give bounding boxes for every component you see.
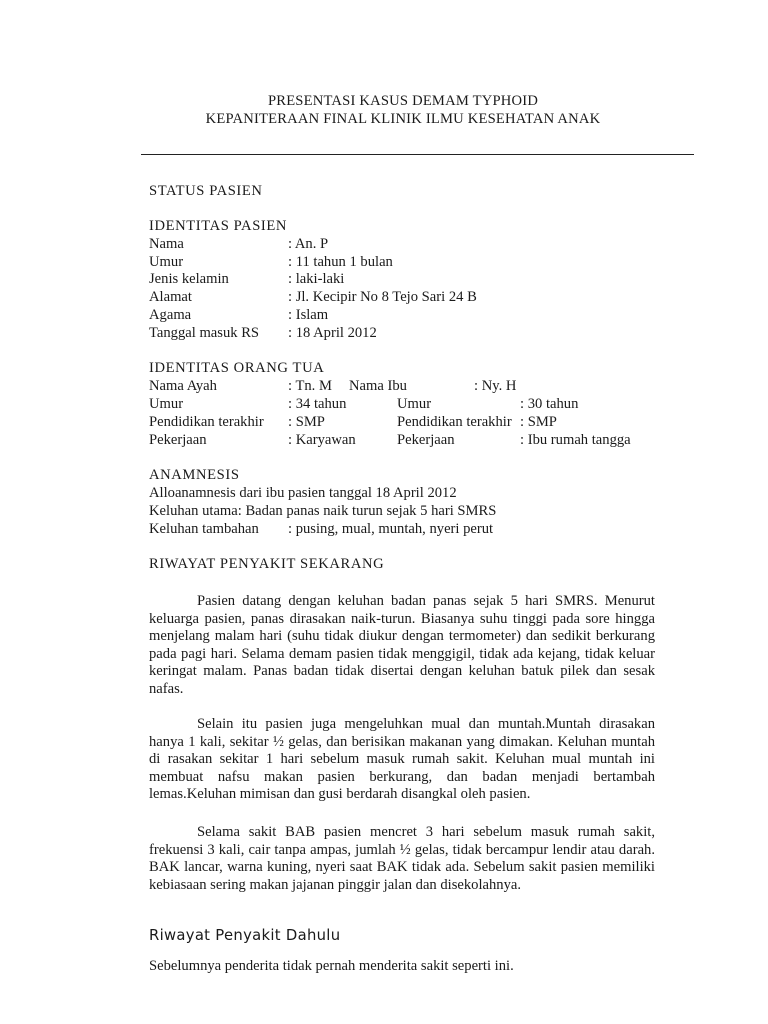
- chief-complaint: Keluhan utama: Badan panas naik turun sejak 5 hari SMRS: [149, 503, 497, 519]
- paragraph-text: Selama sakit BAB pasien mencret 3 hari sebelum masuk rumah sakit, frekuensi 3 kali, cair tanpa ampas, jumlah ½ gelas, tidak bercampur lendir atau darah. BAK lancar, warna kuning, nyeri saat BAK tidak ada. Sebelum sakit pasien memiliki kebiasaan sering makan jajanan pinggir jalan dan disekolahnya.: [149, 824, 655, 893]
- mother-occupation-value: : Ibu rumah tangga: [520, 432, 631, 448]
- admission-date-label: Tanggal masuk RS: [149, 325, 260, 341]
- identitas-orang-tua-heading: IDENTITAS ORANG TUA: [149, 360, 325, 376]
- riwayat-dahulu-text: Sebelumnya penderita tidak pernah menderita sakit seperti ini.: [149, 958, 514, 974]
- father-occupation-value: : Karyawan: [288, 432, 356, 448]
- riwayat-dahulu-heading: Riwayat Penyakit Dahulu: [149, 927, 341, 944]
- status-pasien-heading: STATUS PASIEN: [149, 183, 263, 199]
- patient-religion-label: Agama: [149, 307, 192, 323]
- patient-age-label: Umur: [149, 254, 184, 270]
- document-subtitle: KEPANITERAAN FINAL KLINIK ILMU KESEHATAN ANAK: [205, 111, 601, 127]
- father-name-label: Nama Ayah: [149, 378, 217, 394]
- mother-name-label: Nama Ibu: [349, 378, 407, 394]
- riwayat-sekarang-heading: RIWAYAT PENYAKIT SEKARANG: [149, 556, 385, 572]
- patient-name-value: : An. P: [288, 236, 329, 252]
- additional-complaint-label: Keluhan tambahan: [149, 521, 259, 537]
- anamnesis-heading: ANAMNESIS: [149, 467, 240, 483]
- mother-name-value: : Ny. H: [474, 378, 517, 394]
- mother-education-value: : SMP: [520, 414, 557, 430]
- patient-age-value: : 11 tahun 1 bulan: [288, 254, 393, 270]
- patient-name-label: Nama: [149, 236, 184, 252]
- father-age-value: : 34 tahun: [288, 396, 347, 412]
- paragraph: [149, 716, 655, 804]
- admission-date-value: : 18 April 2012: [288, 325, 377, 341]
- paragraph-text: Selain itu pasien juga mengeluhkan mual dan muntah.Muntah dirasakan hanya 1 kali, sekitar ½ gelas, dan berisikan makanan yang dimakan. Keluhan muntah di rasakan sekitar 1 hari sebelum masuk rumah sakit. Keluhan mual muntah ini membuat nafsu makan pasien berkurang, dan badan menjadi bertambah lemas.Keluhan mimisan dan gusi berdarah disangkal oleh pasien.: [149, 716, 655, 803]
- patient-address-label: Alamat: [149, 289, 192, 305]
- patient-gender-label: Jenis kelamin: [149, 271, 229, 287]
- identitas-pasien-heading: IDENTITAS PASIEN: [149, 218, 288, 234]
- document-title: PRESENTASI KASUS DEMAM TYPHOID: [267, 93, 539, 109]
- paragraph-text: Pasien datang dengan keluhan badan panas sejak 5 hari SMRS. Menurut keluarga pasien, panas dirasakan naik-turun. Biasanya suhu tinggi pada sore hingga menjelang malam hari (suhu tidak diukur dengan termometer) dan sedikit berkurang pada pagi hari. Selama demam pasien tidak menggigil, tidak ada kejang, tidak keluar keringat malam. Panas badan tidak disertai dengan keluhan batuk pilek dan sesak nafas.: [149, 593, 655, 697]
- mother-age-value: : 30 tahun: [520, 396, 579, 412]
- father-age-label: Umur: [149, 396, 184, 412]
- paragraph: [149, 593, 655, 699]
- horizontal-divider: [141, 154, 694, 155]
- paragraph: [149, 824, 655, 894]
- mother-occupation-label: Pekerjaan: [397, 432, 455, 448]
- mother-age-label: Umur: [397, 396, 432, 412]
- father-occupation-label: Pekerjaan: [149, 432, 207, 448]
- father-education-label: Pendidikan terakhir: [149, 414, 264, 430]
- patient-address-value: : Jl. Kecipir No 8 Tejo Sari 24 B: [288, 289, 477, 305]
- mother-education-label: Pendidikan terakhir: [397, 414, 512, 430]
- patient-religion-value: : Islam: [288, 307, 329, 323]
- anamnesis-source: Alloanamnesis dari ibu pasien tanggal 18 April 2012: [149, 485, 457, 501]
- patient-gender-value: : laki-laki: [288, 271, 345, 287]
- father-name-value: : Tn. M: [288, 378, 332, 394]
- additional-complaint-value: : pusing, mual, muntah, nyeri perut: [288, 521, 494, 537]
- father-education-value: : SMP: [288, 414, 325, 430]
